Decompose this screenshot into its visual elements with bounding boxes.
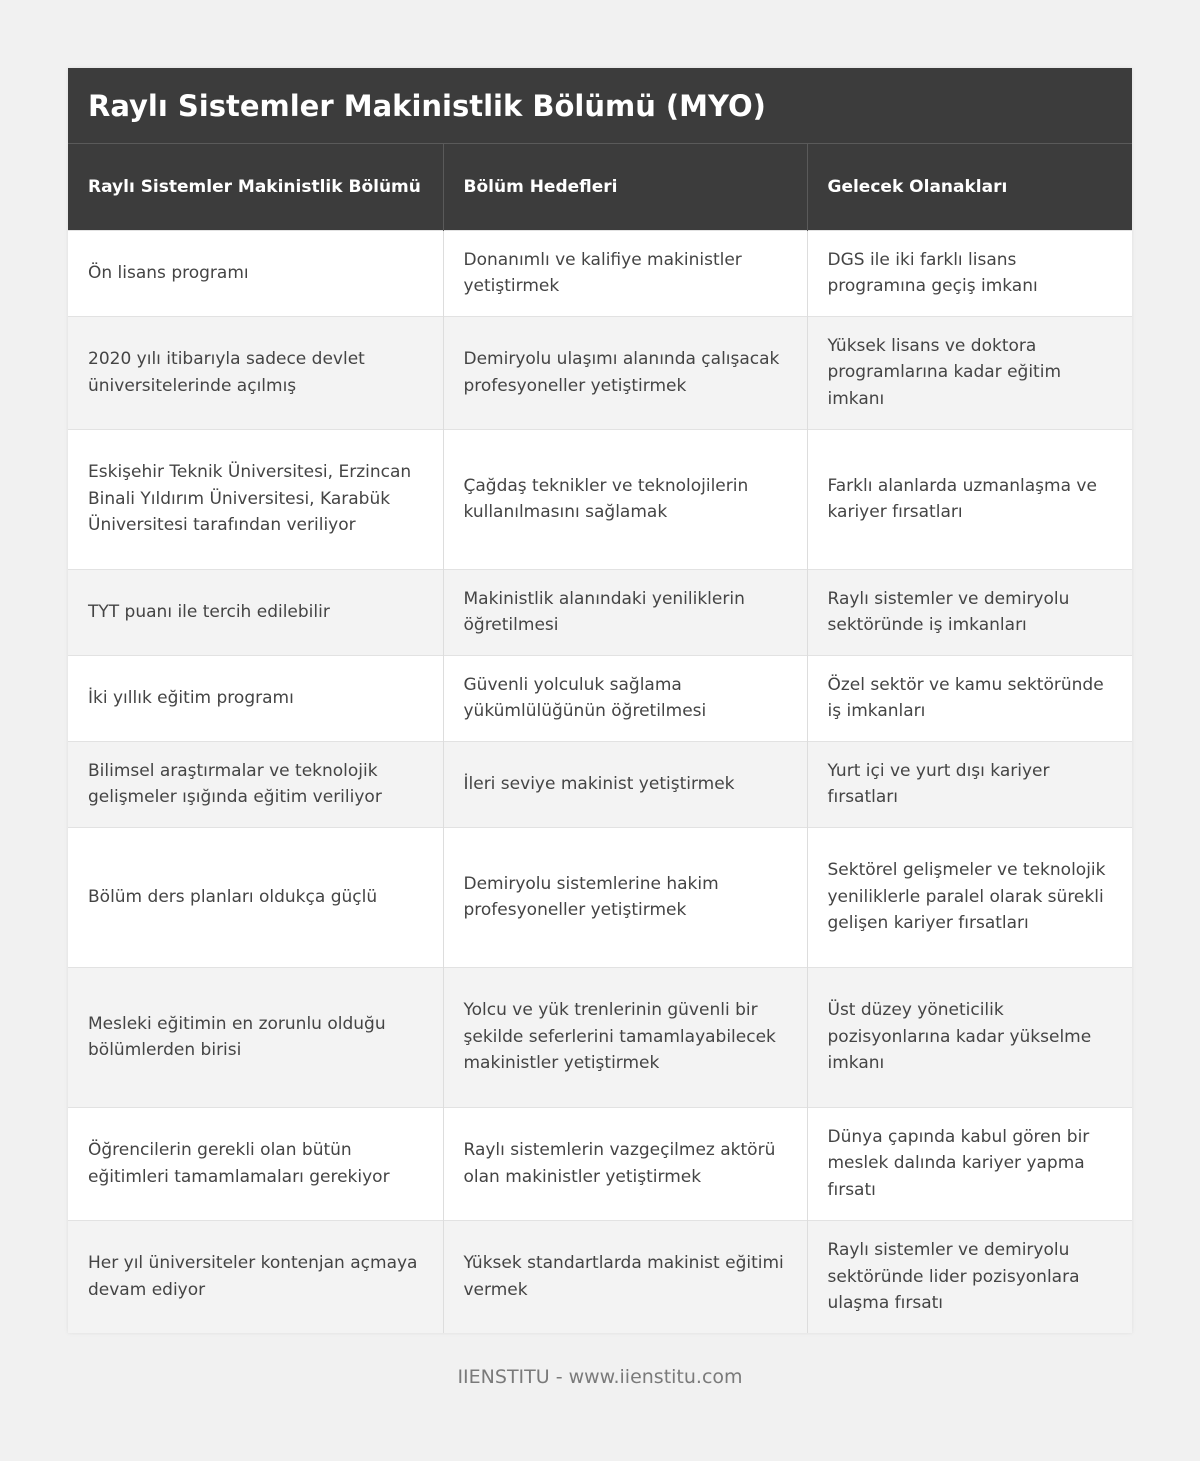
cell-opportunity: Yurt içi ve yurt dışı kariyer fırsatları	[807, 741, 1132, 827]
cell-opportunity: Özel sektör ve kamu sektöründe iş imkanları	[807, 655, 1132, 741]
cell-opportunity: DGS ile iki farklı lisans programına geçiş imkanı	[807, 230, 1132, 316]
table-row	[68, 967, 1132, 1107]
cell-goal: Güvenli yolculuk sağlama yükümlülüğünün öğretilmesi	[443, 655, 807, 741]
cell-goal: Yolcu ve yük trenlerinin güvenli bir şekilde seferlerini tamamlayabilecek makinistler yetiştirmek	[443, 967, 807, 1107]
cell-opportunity: Farklı alanlarda uzmanlaşma ve kariyer fırsatları	[807, 429, 1132, 569]
cell-department: Mesleki eğitimin en zorunlu olduğu bölümlerden birisi	[68, 967, 443, 1107]
header-row	[68, 144, 1132, 230]
cell-goal: Donanımlı ve kalifiye makinistler yetiştirmek	[443, 230, 807, 316]
cell-goal: Makinistlik alanındaki yeniliklerin öğretilmesi	[443, 569, 807, 655]
cell-opportunity: Sektörel gelişmeler ve teknolojik yeniliklerle paralel olarak sürekli gelişen kariyer fırsatları	[807, 827, 1132, 967]
cell-opportunity: Üst düzey yöneticilik pozisyonlarına kadar yükselme imkanı	[807, 967, 1132, 1107]
table-row	[68, 655, 1132, 741]
table-body	[68, 230, 1132, 1333]
cell-opportunity: Dünya çapında kabul gören bir meslek dalında kariyer yapma fırsatı	[807, 1107, 1132, 1220]
cell-opportunity: Yüksek lisans ve doktora programlarına kadar eğitim imkanı	[807, 316, 1132, 429]
cell-department: İki yıllık eğitim programı	[68, 655, 443, 741]
table-row	[68, 230, 1132, 316]
table-row	[68, 1220, 1132, 1333]
cell-department: Eskişehir Teknik Üniversitesi, Erzincan Binali Yıldırım Üniversitesi, Karabük Üniversitesi tarafından veriliyor	[68, 429, 443, 569]
table-row	[68, 569, 1132, 655]
cell-goal: Çağdaş teknikler ve teknolojilerin kullanılmasını sağlamak	[443, 429, 807, 569]
table-header	[68, 144, 1132, 230]
table-row	[68, 741, 1132, 827]
cell-opportunity: Raylı sistemler ve demiryolu sektöründe lider pozisyonlara ulaşma fırsatı	[807, 1220, 1132, 1333]
column-header-opportunities: Gelecek Olanakları	[807, 144, 1132, 230]
cell-goal: Demiryolu sistemlerine hakim profesyoneller yetiştirmek	[443, 827, 807, 967]
cell-department: Öğrencilerin gerekli olan bütün eğitimleri tamamlamaları gerekiyor	[68, 1107, 443, 1220]
cell-department: Bölüm ders planları oldukça güçlü	[68, 827, 443, 967]
cell-goal: Demiryolu ulaşımı alanında çalışacak profesyoneller yetiştirmek	[443, 316, 807, 429]
table-title: Raylı Sistemler Makinistlik Bölümü (MYO)	[68, 68, 1132, 144]
cell-opportunity: Raylı sistemler ve demiryolu sektöründe iş imkanları	[807, 569, 1132, 655]
footer-credit: IIENSTITU - www.iienstitu.com	[457, 1366, 743, 1388]
table-row	[68, 316, 1132, 429]
cell-department: 2020 yılı itibarıyla sadece devlet üniversitelerinde açılmış	[68, 316, 443, 429]
table-card	[68, 68, 1132, 1333]
cell-department: Ön lisans programı	[68, 230, 443, 316]
table-row	[68, 827, 1132, 967]
cell-department: Bilimsel araştırmalar ve teknolojik gelişmeler ışığında eğitim veriliyor	[68, 741, 443, 827]
table-row	[68, 1107, 1132, 1220]
table-row	[68, 429, 1132, 569]
cell-department: TYT puanı ile tercih edilebilir	[68, 569, 443, 655]
cell-goal: Yüksek standartlarda makinist eğitimi vermek	[443, 1220, 807, 1333]
cell-goal: İleri seviye makinist yetiştirmek	[443, 741, 807, 827]
column-header-goals: Bölüm Hedefleri	[443, 144, 807, 230]
column-header-department: Raylı Sistemler Makinistlik Bölümü	[68, 144, 443, 230]
cell-department: Her yıl üniversiteler kontenjan açmaya devam ediyor	[68, 1220, 443, 1333]
cell-goal: Raylı sistemlerin vazgeçilmez aktörü olan makinistler yetiştirmek	[443, 1107, 807, 1220]
data-table	[68, 144, 1132, 1333]
